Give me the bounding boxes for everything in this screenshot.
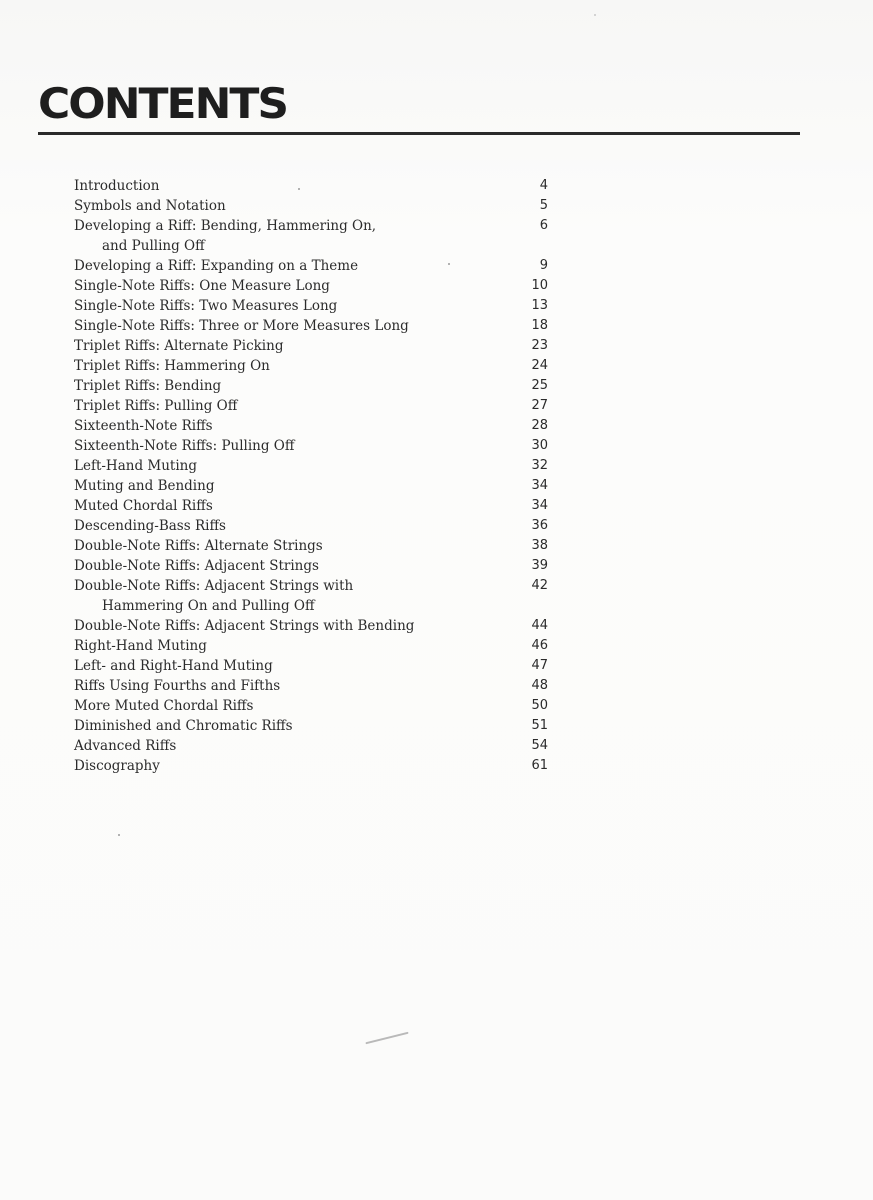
toc-entry (74, 676, 550, 696)
toc-entry-page-number: 5 (539, 198, 548, 213)
toc-entry (74, 656, 550, 676)
toc-entry-title: Muted Chordal Riffs (74, 498, 213, 514)
toc-entry (74, 176, 550, 196)
toc-entry-page-number: 32 (531, 458, 548, 473)
toc-entry (74, 536, 550, 556)
toc-entry (74, 296, 550, 316)
toc-entry-title: Triplet Riffs: Alternate Picking (74, 338, 284, 354)
toc-entry-title: Single-Note Riffs: Two Measures Long (74, 298, 338, 314)
toc-entry-title-continuation: and Pulling Off (102, 238, 205, 254)
toc-entry-page-number: 13 (531, 298, 548, 313)
toc-entry-page-number: 4 (539, 178, 548, 193)
toc-entry (74, 396, 550, 416)
toc-entry-title: Sixteenth-Note Riffs (74, 418, 213, 434)
toc-entry-title: Left- and Right-Hand Muting (74, 658, 273, 674)
toc-entry-page-number: 54 (531, 738, 548, 753)
toc-entry-title: Single-Note Riffs: One Measure Long (74, 278, 330, 294)
toc-entry-page-number: 47 (531, 658, 548, 673)
toc-entry-page-number: 25 (531, 378, 548, 393)
toc-entry-title: More Muted Chordal Riffs (74, 698, 254, 714)
toc-entry-title: Introduction (74, 178, 160, 194)
toc-entry-title: Double-Note Riffs: Adjacent Strings with Bending (74, 618, 415, 634)
paper-speck (594, 14, 596, 16)
page-title: CONTENTS (38, 80, 288, 129)
title-underline (38, 132, 800, 135)
toc-entry-title: Riffs Using Fourths and Fifths (74, 678, 281, 694)
toc-entry (74, 316, 550, 336)
toc-entry-title: Diminished and Chromatic Riffs (74, 718, 293, 734)
toc-entry-page-number: 39 (531, 558, 548, 573)
toc-entry (74, 756, 550, 776)
toc-entry (74, 456, 550, 476)
toc-entry-title: Triplet Riffs: Bending (74, 378, 222, 394)
toc-entry-page-number: 30 (531, 438, 548, 453)
toc-entry-title: Symbols and Notation (74, 198, 226, 214)
toc-entry-page-number: 23 (531, 338, 548, 353)
toc-entry (74, 556, 550, 576)
toc-entry-title: Discography (74, 758, 160, 774)
toc-entry (74, 696, 550, 716)
paper-speck (298, 188, 300, 190)
toc-entry (74, 276, 550, 296)
toc-entry-page-number: 34 (531, 478, 548, 493)
toc-entry (74, 616, 550, 636)
toc-entry-page-number: 44 (531, 618, 548, 633)
toc-entry-title: Single-Note Riffs: Three or More Measures Long (74, 318, 409, 334)
toc-entry-page-number: 27 (531, 398, 548, 413)
toc-entry (74, 516, 550, 536)
toc-entry-title: Triplet Riffs: Hammering On (74, 358, 270, 374)
toc-entry (74, 196, 550, 216)
toc-entry-page-number: 36 (531, 518, 548, 533)
toc-entry-page-number: 9 (539, 258, 548, 273)
toc-entry-title: Descending-Bass Riffs (74, 518, 226, 534)
toc-entry-page-number: 24 (531, 358, 548, 373)
toc-entry-title: Right-Hand Muting (74, 638, 207, 654)
paper-speck (448, 263, 450, 265)
toc-entry-title-continuation: Hammering On and Pulling Off (102, 598, 315, 614)
toc-entry-page-number: 6 (539, 218, 548, 233)
toc-entry-page-number: 42 (531, 578, 548, 593)
toc-entry-page-number: 34 (531, 498, 548, 513)
toc-entry (74, 436, 550, 456)
toc-entry-page-number: 10 (531, 278, 548, 293)
toc-entry (74, 416, 550, 436)
toc-entry-title: Double-Note Riffs: Alternate Strings (74, 538, 323, 554)
toc-entry-page-number: 38 (531, 538, 548, 553)
paper-speck (118, 834, 120, 836)
toc-entry (74, 576, 550, 616)
toc-entry-title: Left-Hand Muting (74, 458, 197, 474)
toc-entry-page-number: 51 (531, 718, 548, 733)
toc-entry-title: Double-Note Riffs: Adjacent Strings with (74, 578, 354, 594)
paper-speck (365, 1032, 408, 1045)
toc-entry (74, 256, 550, 276)
toc-entry (74, 336, 550, 356)
toc-entry-title: Developing a Riff: Expanding on a Theme (74, 258, 359, 274)
toc-entry (74, 716, 550, 736)
toc-entry (74, 636, 550, 656)
toc-entry-page-number: 48 (531, 678, 548, 693)
toc-entry (74, 356, 550, 376)
toc-entry-page-number: 46 (531, 638, 548, 653)
toc-entry-title: Sixteenth-Note Riffs: Pulling Off (74, 438, 295, 454)
toc-entry (74, 376, 550, 396)
toc-entry (74, 216, 550, 256)
toc-entry-title: Double-Note Riffs: Adjacent Strings (74, 558, 319, 574)
toc-entry (74, 476, 550, 496)
toc-entry-page-number: 50 (531, 698, 548, 713)
toc-entry-title: Triplet Riffs: Pulling Off (74, 398, 238, 414)
toc-entry-title: Developing a Riff: Bending, Hammering On, (74, 218, 377, 234)
toc-entry-page-number: 61 (531, 758, 548, 773)
toc-entry-page-number: 28 (531, 418, 548, 433)
toc-entry-page-number: 18 (531, 318, 548, 333)
toc-entry-title: Advanced Riffs (74, 738, 177, 754)
toc-entry-title: Muting and Bending (74, 478, 215, 494)
toc-entry (74, 496, 550, 516)
toc-entry (74, 736, 550, 756)
table-of-contents (74, 176, 550, 776)
